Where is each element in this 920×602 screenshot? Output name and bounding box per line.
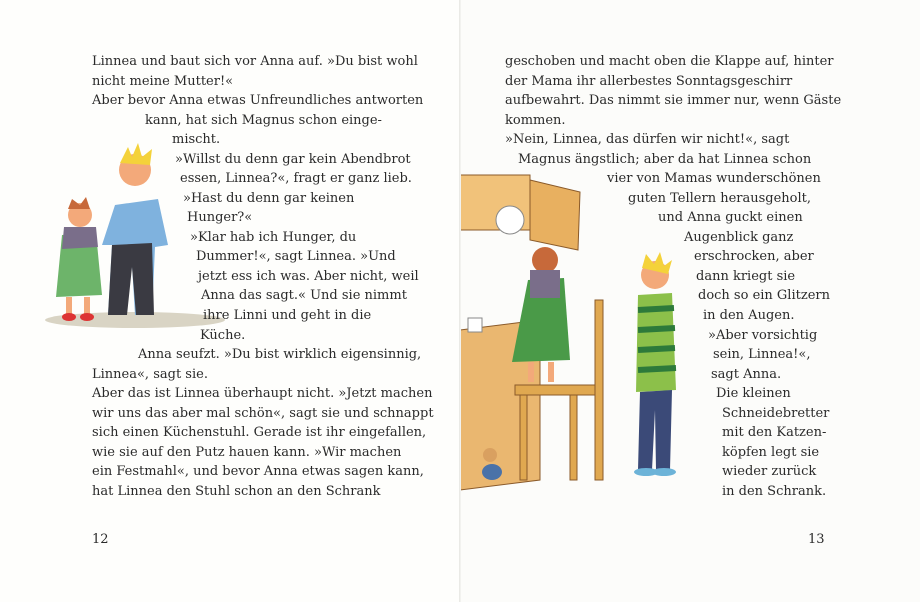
page-number: 12: [92, 532, 109, 547]
text-line: Anna seufzt. »Du bist wirklich eigensinnig,: [138, 347, 422, 362]
text-line: Aber das ist Linnea überhaupt nicht. »Jetzt machen: [92, 386, 433, 401]
text-line: ihre Linni und geht in die: [203, 308, 372, 323]
text-line: vier von Mamas wunderschönen: [607, 171, 821, 186]
text-line: sein, Linnea!«,: [713, 347, 811, 362]
text-line: Küche.: [200, 328, 246, 343]
text-line: »Klar hab ich Hunger, du: [190, 230, 357, 245]
text-line: »Hast du denn gar keinen: [183, 191, 355, 206]
text-line: essen, Linnea?«, fragt er ganz lieb.: [180, 171, 412, 186]
text-line: doch so ein Glitzern: [698, 288, 830, 303]
text-line: erschrocken, aber: [694, 249, 814, 264]
text-line: Linnea«, sagt sie.: [92, 367, 208, 382]
text-line: wie sie auf den Putz hauen kann. »Wir machen: [92, 445, 402, 460]
text-line: köpfen legt sie: [722, 445, 820, 460]
text-line: der Mama ihr allerbestes Sonntagsgeschirr: [505, 74, 793, 89]
text-line: und Anna guckt einen: [658, 210, 803, 225]
text-line: Hunger?«: [187, 210, 253, 225]
text-line: Magnus ängstlich; aber da hat Linnea schon: [518, 152, 812, 167]
text-line: dann kriegt sie: [696, 269, 796, 284]
text-line: Aber bevor Anna etwas Unfreundliches antworten: [92, 93, 424, 108]
text-line: mischt.: [172, 132, 221, 147]
text-line: kommen.: [505, 113, 566, 128]
text-line: jetzt ess ich was. Aber nicht, weil: [198, 269, 419, 284]
text-line: kann, hat sich Magnus schon einge-: [145, 113, 382, 128]
text-line: »Willst du denn gar kein Abendbrot: [175, 152, 411, 167]
text-line: Linnea und baut sich vor Anna auf. »Du bist wohl: [92, 54, 418, 69]
text-line: wieder zurück: [722, 464, 817, 479]
text-line: wir uns das aber mal schön«, sagt sie und schnappt: [92, 406, 434, 421]
text-line: aufbewahrt. Das nimmt sie immer nur, wenn Gäste: [505, 93, 842, 108]
text-line: Augenblick ganz: [684, 230, 794, 245]
text-line: Dummer!«, sagt Linnea. »Und: [196, 249, 396, 264]
book-gutter: [459, 0, 461, 602]
text-line: mit den Katzen-: [722, 425, 827, 440]
text-line: geschoben und macht oben die Klappe auf, hinter: [505, 54, 834, 69]
text-line: »Nein, Linnea, das dürfen wir nicht!«, sagt: [505, 132, 790, 147]
text-line: Anna das sagt.« Und sie nimmt: [201, 288, 407, 303]
text-line: in den Augen.: [703, 308, 795, 323]
text-line: nicht meine Mutter!«: [92, 74, 234, 89]
text-line: ein Festmahl«, und bevor Anna etwas sagen kann,: [92, 464, 424, 479]
text-line: Die kleinen: [716, 386, 791, 401]
text-line: Schneidebretter: [722, 406, 830, 421]
text-line: sich einen Küchenstuhl. Gerade ist ihr eingefallen,: [92, 425, 427, 440]
text-line: sagt Anna.: [711, 367, 782, 382]
text-line: »Aber vorsichtig: [708, 328, 818, 343]
text-line: hat Linnea den Stuhl schon an den Schrank: [92, 484, 381, 499]
page-number: 13: [808, 532, 825, 547]
right-page: [460, 0, 920, 602]
text-line: in den Schrank.: [722, 484, 827, 499]
text-line: guten Tellern herausgeholt,: [628, 191, 812, 206]
